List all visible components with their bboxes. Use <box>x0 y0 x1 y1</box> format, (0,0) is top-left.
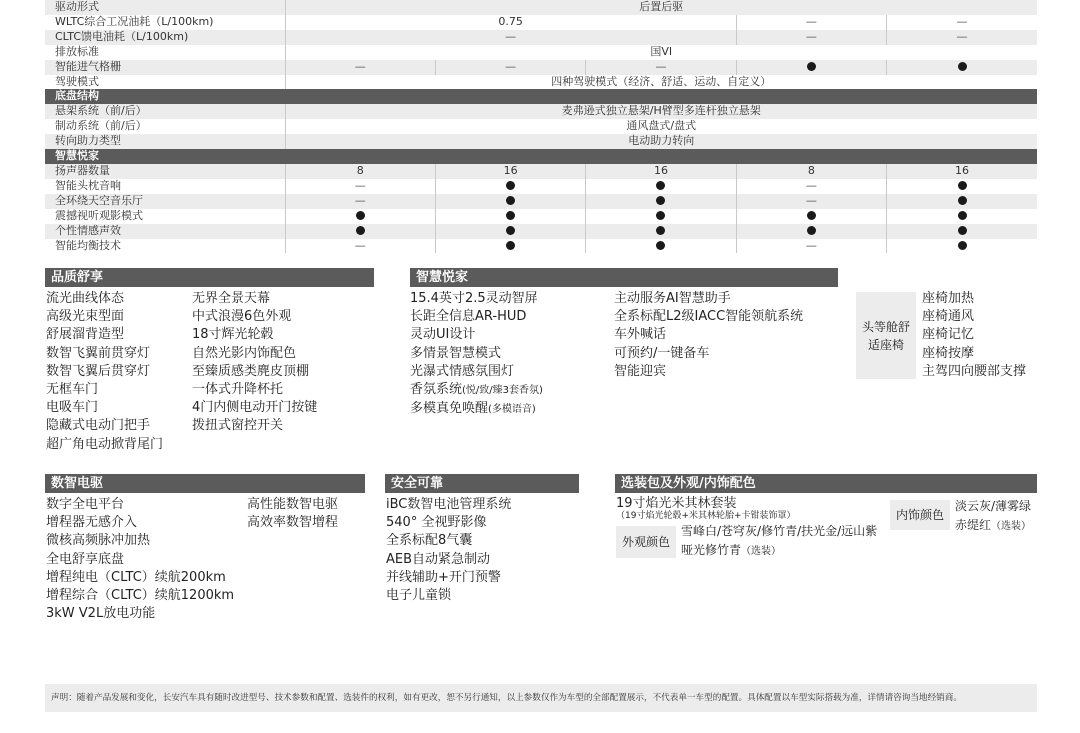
comfort-section <box>45 268 374 458</box>
section-header: 底盘结构 <box>45 89 1037 104</box>
value-cell: 8 <box>736 164 886 179</box>
row-label: WLTC综合工况油耗（L/100km) <box>45 15 285 30</box>
row-label: 悬架系统（前/后） <box>45 104 285 119</box>
row-label: 全环绕天空音乐厅 <box>45 194 285 209</box>
standard-dot-cell <box>285 224 435 239</box>
list-item: 流光曲线体态 <box>46 291 125 306</box>
standard-dot-cell <box>887 60 1037 75</box>
dash-icon: — <box>956 14 968 28</box>
standard-dot-icon <box>656 211 665 220</box>
fragrance-main: 香氛系统 <box>410 382 463 398</box>
package-name: 19寸焰光米其林套装 <box>616 496 737 511</box>
standard-dot-icon <box>807 211 816 220</box>
list-item: 车外喊话 <box>614 327 667 343</box>
spec-table-body <box>45 0 1037 253</box>
dash-icon: — <box>655 59 667 73</box>
value-cell: 16 <box>586 164 736 179</box>
value-cell: 0.75 <box>285 15 736 30</box>
standard-dot-icon <box>958 181 967 190</box>
comfort-list-1 <box>46 290 163 454</box>
fragrance-note: (悦/致/臻3套香氛) <box>462 385 543 397</box>
standard-dot-icon <box>656 241 665 250</box>
list-item: 隐藏式电动门把手 <box>46 418 151 434</box>
standard-dot-cell <box>435 179 585 194</box>
row-label: CLTC馈电油耗（L/100km) <box>45 30 285 45</box>
list-item: 电子儿童锁 <box>386 588 452 604</box>
standard-dot-cell <box>586 239 736 254</box>
seat-list <box>922 290 1026 381</box>
standard-dot-cell <box>435 239 585 254</box>
standard-dot-icon <box>506 211 515 220</box>
list-item: 主驾四向腰部支撑 <box>922 363 1027 379</box>
standard-dot-icon <box>506 196 515 205</box>
comfort-title: 品质舒享 <box>45 268 374 287</box>
table-row <box>45 119 1037 134</box>
list-item <box>955 516 1031 536</box>
dash-icon: — <box>505 59 517 73</box>
dash-icon: — <box>354 178 366 192</box>
not-available-cell <box>435 60 585 75</box>
table-row <box>45 104 1037 119</box>
exterior-color-label: 外观颜色 <box>616 526 676 558</box>
exterior-colors <box>681 522 877 561</box>
list-item: 座椅通风 <box>922 309 975 325</box>
list-item <box>410 400 543 419</box>
list-item: 中式浪漫6色外观 <box>192 309 292 325</box>
list-item <box>410 381 543 400</box>
dash-icon: — <box>805 238 817 252</box>
standard-dot-icon <box>807 62 816 71</box>
list-item: 高效率数智增程 <box>247 515 339 531</box>
exterior-note: （选装） <box>741 546 782 557</box>
list-item: 光瀑式情感氛围灯 <box>410 363 515 379</box>
standard-dot-icon <box>958 211 967 220</box>
drive-list-2 <box>247 496 338 532</box>
dash-icon: — <box>505 29 517 43</box>
smart-list-1-items <box>410 290 543 381</box>
value-cell: 16 <box>887 164 1037 179</box>
list-item: 可预约/一键备车 <box>614 345 710 361</box>
standard-dot-icon <box>656 181 665 190</box>
standard-dot-cell <box>586 224 736 239</box>
standard-dot-cell <box>285 209 435 224</box>
interior-colors-2: 赤缇红 <box>955 518 992 532</box>
list-item: 智能迎宾 <box>614 363 667 379</box>
list-item: 无框车门 <box>46 382 99 398</box>
dash-icon: — <box>354 193 366 207</box>
list-item: 座椅加热 <box>922 291 975 306</box>
standard-dot-cell <box>435 224 585 239</box>
standard-dot-icon <box>356 211 365 220</box>
row-label: 智能头枕音响 <box>45 179 285 194</box>
table-row <box>45 45 1037 60</box>
dash-icon: — <box>354 238 366 252</box>
not-available-cell <box>736 239 886 254</box>
interior-color-label: 内饰颜色 <box>890 500 950 530</box>
list-item: 电吸车门 <box>46 400 99 416</box>
options-section <box>615 474 1037 574</box>
row-label: 排放标准 <box>45 45 285 60</box>
section-header: 智慧悦家 <box>45 149 1037 164</box>
list-item: 数字全电平台 <box>46 497 125 512</box>
wake-note: (多模语音) <box>488 404 536 416</box>
dash-icon: — <box>354 59 366 73</box>
dash-icon: — <box>805 14 817 28</box>
standard-dot-cell <box>586 194 736 209</box>
list-item: 15.4英寸2.5灵动智屏 <box>410 291 538 306</box>
table-row <box>45 134 1037 149</box>
smart-title: 智慧悦家 <box>410 268 838 287</box>
package <box>616 496 796 522</box>
table-row <box>45 164 1037 179</box>
not-available-cell <box>736 15 886 30</box>
table-row <box>45 75 1037 90</box>
value-cell: 电动助力转向 <box>285 134 1037 149</box>
value-cell: 后置后驱 <box>285 0 1037 15</box>
list-item: 灵动UI设计 <box>410 327 476 343</box>
table-row <box>45 0 1037 15</box>
standard-dot-cell <box>887 179 1037 194</box>
list-item: 超广角电动掀背尾门 <box>46 436 164 452</box>
list-item: 高级光束型面 <box>46 309 125 325</box>
list-item: 增程纯电（CLTC）续航200km <box>46 569 226 585</box>
not-available-cell <box>285 179 435 194</box>
dash-icon: — <box>805 193 817 207</box>
comfort-list-2 <box>192 290 317 436</box>
table-row <box>45 60 1037 75</box>
standard-dot-cell <box>887 224 1037 239</box>
smart-list-1 <box>410 290 543 419</box>
table-row <box>45 239 1037 254</box>
list-item: iBC数智电池管理系统 <box>386 497 512 512</box>
dash-icon: — <box>805 29 817 43</box>
value-cell: 麦弗逊式独立悬架/H臂型多连杆独立悬架 <box>285 104 1037 119</box>
table-row <box>45 194 1037 209</box>
standard-dot-cell <box>435 209 585 224</box>
row-label: 个性情感声效 <box>45 224 285 239</box>
seat-box <box>856 292 916 379</box>
not-available-cell <box>736 30 886 45</box>
standard-dot-icon <box>506 241 515 250</box>
not-available-cell <box>736 194 886 209</box>
dash-icon: — <box>956 29 968 43</box>
not-available-cell <box>285 30 736 45</box>
list-item: 并线辅助+开门预警 <box>386 569 501 585</box>
list-item: 自然光影内饰配色 <box>192 345 297 361</box>
list-item: 增程器无感介入 <box>46 515 138 531</box>
list-item: 微核高频脉冲加热 <box>46 533 151 549</box>
list-item: 主动服务AI智慧助手 <box>614 291 731 306</box>
list-item: 高性能数智电驱 <box>247 497 339 512</box>
table-row <box>45 209 1037 224</box>
list-item: 座椅按摩 <box>922 345 975 361</box>
safety-list <box>386 496 511 605</box>
not-available-cell <box>285 194 435 209</box>
standard-dot-icon <box>958 196 967 205</box>
row-label: 震撼视听观影模式 <box>45 209 285 224</box>
value-cell: 四种驾驶模式（经济、舒适、运动、自定义） <box>285 75 1037 90</box>
safety-title: 安全可靠 <box>385 474 579 493</box>
row-label: 驾驶模式 <box>45 75 285 90</box>
spec-table <box>45 0 1037 253</box>
standard-dot-icon <box>958 62 967 71</box>
list-item: 540° 全视野影像 <box>386 515 487 531</box>
standard-dot-cell <box>435 194 585 209</box>
list-item: 增程综合（CLTC）续航1200km <box>46 588 235 604</box>
interior-colors-1: 淡云灰/薄雾绿 <box>955 499 1032 513</box>
not-available-cell <box>285 60 435 75</box>
package-note: （19寸焰光轮毂+米其林轮胎+卡钳装饰罩） <box>616 511 796 521</box>
row-label: 转向助力类型 <box>45 134 285 149</box>
disclaimer: 声明：随着产品发展和变化，长安汽车具有随时改进型号、技术参数和配置、选装件的权利，如有更改，恕不另行通知，以上参数仅作为车型的全部配置展示，不代表单一车型的配置。具体配置以车型实际搭载为准，详情请咨询当地经销商。 <box>45 684 1037 712</box>
standard-dot-cell <box>736 224 886 239</box>
list-item: 舒展溜背造型 <box>46 327 125 343</box>
drive-title: 数智电驱 <box>45 474 365 493</box>
interior-note: （选装） <box>991 521 1032 532</box>
list-item: 拨扭式窗控开关 <box>192 418 284 434</box>
list-item: 一体式升降杯托 <box>192 382 284 398</box>
row-label: 智能进气格栅 <box>45 60 285 75</box>
dash-icon: — <box>805 178 817 192</box>
row-label: 制动系统（前/后） <box>45 119 285 134</box>
standard-dot-icon <box>958 241 967 250</box>
list-item: 3kW V2L放电功能 <box>46 606 156 622</box>
not-available-cell <box>736 179 886 194</box>
list-item: 4门内侧电动开门按键 <box>192 400 318 416</box>
section-header-row <box>45 89 1037 104</box>
options-title: 选装包及外观/内饰配色 <box>615 474 1037 493</box>
list-item: 数智飞翼后贯穿灯 <box>46 363 151 379</box>
value-cell: 16 <box>435 164 585 179</box>
section-header-row <box>45 149 1037 164</box>
smart-section <box>410 268 1037 428</box>
value-cell: 国VI <box>285 45 1037 60</box>
smart-list-2 <box>614 290 803 381</box>
value-cell: 8 <box>285 164 435 179</box>
row-label: 驱动形式 <box>45 0 285 15</box>
list-item: 多情景智慧模式 <box>410 345 502 361</box>
exterior-colors-2: 哑光修竹青 <box>681 543 742 557</box>
drive-section <box>45 474 365 624</box>
list-item: 无界全景天幕 <box>192 291 271 306</box>
standard-dot-cell <box>887 209 1037 224</box>
list-item: AEB自动紧急制动 <box>386 551 491 567</box>
standard-dot-cell <box>736 209 886 224</box>
list-item <box>681 541 877 561</box>
standard-dot-icon <box>656 226 665 235</box>
row-label: 扬声器数量 <box>45 164 285 179</box>
not-available-cell <box>887 30 1037 45</box>
list-item: 数智飞翼前贯穿灯 <box>46 345 151 361</box>
standard-dot-icon <box>656 196 665 205</box>
seat-box-label: 头等舱舒适座椅 <box>861 319 910 352</box>
table-row <box>45 224 1037 239</box>
list-item: 至臻质感类麂皮顶棚 <box>192 363 310 379</box>
list-item: 长距全信息AR-HUD <box>410 309 527 325</box>
not-available-cell <box>586 60 736 75</box>
list-item: 座椅记忆 <box>922 327 975 343</box>
standard-dot-cell <box>586 179 736 194</box>
standard-dot-cell <box>736 60 886 75</box>
list-item: 全电舒享底盘 <box>46 551 125 567</box>
wake-main: 多模真免唤醒 <box>410 401 489 417</box>
not-available-cell <box>887 15 1037 30</box>
standard-dot-icon <box>506 181 515 190</box>
standard-dot-icon <box>506 226 515 235</box>
drive-list-1 <box>46 496 234 623</box>
list-item: 18寸辉光轮毂 <box>192 327 274 343</box>
not-available-cell <box>285 239 435 254</box>
table-row <box>45 30 1037 45</box>
standard-dot-icon <box>356 226 365 235</box>
table-row <box>45 179 1037 194</box>
table-row <box>45 15 1037 30</box>
standard-dot-icon <box>958 226 967 235</box>
standard-dot-cell <box>887 239 1037 254</box>
value-cell: 通风盘式/盘式 <box>285 119 1037 134</box>
standard-dot-cell <box>887 194 1037 209</box>
list-item: 全系标配8气囊 <box>386 533 473 549</box>
standard-dot-icon <box>807 226 816 235</box>
safety-section <box>385 474 579 604</box>
list-item: 全系标配L2级IACC智能领航系统 <box>614 309 804 325</box>
standard-dot-cell <box>586 209 736 224</box>
interior-colors <box>955 497 1031 536</box>
row-label: 智能均衡技术 <box>45 239 285 254</box>
exterior-colors-1: 雪峰白/苍穹灰/修竹青/扶光金/远山紫 <box>681 524 878 538</box>
